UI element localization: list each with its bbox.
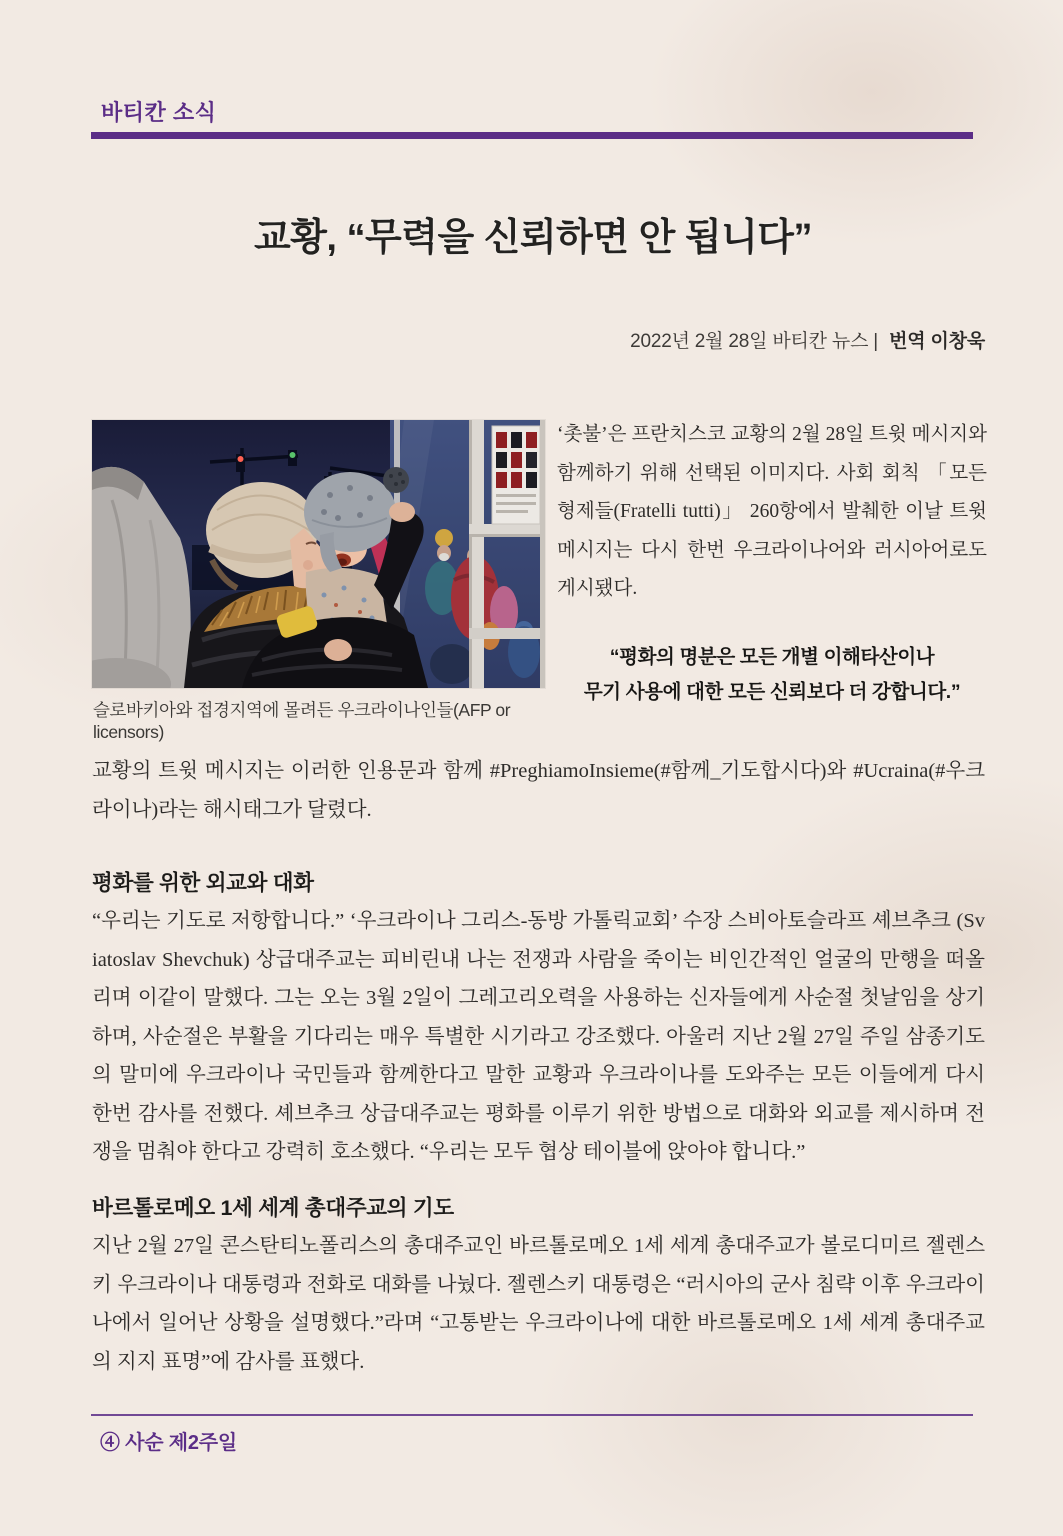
- byline: [92, 326, 985, 353]
- section-body-bartholomew: 지난 2월 27일 콘스탄티노폴리스의 총대주교인 바르톨로메오 1세 세계 총대주교가 볼로디미르 젤렌스키 우크라이나 대통령과 전화로 대화를 나눴다. 젤렌스키 대통령은 “러시아의 군사 침략 이후 우크라이나에서 일어난 상황을 설명했다.”라며 “고통받는 우크라이나에 대한 바르톨로메오 1세 세계 총대주교의 지지 표명”에 감사를 표했다.: [92, 1235, 985, 1373]
- byline-translator: 번역 이창욱: [889, 331, 985, 352]
- section-heading-bartholomew: 바르톨로메오 1세 세계 총대주교의 기도: [92, 1196, 454, 1220]
- footer-rule: [91, 1414, 973, 1416]
- refugees-photo-illustration: [92, 420, 545, 688]
- section-kicker: 바티칸 소식: [101, 100, 217, 125]
- section-body-diplomacy: “우리는 기도로 저항합니다.” ‘우크라이나 그리스-동방 가톨릭교회’ 수장 스비아토슬라프 셰브추크 (Sviatoslav Shevchuk) 상급대주교는 피비린내 나는 전쟁과 사람을 죽이는 비인간적인 얼굴의 만행을 떠올리며 이같이 말했다. 그는 오는 3월 2일이 그레고리오력을 사용하는 신자들에게 사순절 첫날임을 상기하며, 사순절은 부활을 기다리는 매우 특별한 시기라고 강조했다. 아울러 지난 2월 27일 주일 삼종기도의 말미에 우크라이나 국민들과 함께한다고 말한 교황과 우크라이나를 도와주는 모든 이들에게 다시 한번 감사를 전했다. 셰브추크 상급대주교는 평화를 이루기 위한 방법으로 대화와 외교를 제시하며 전쟁을 멈춰야 한다고 강력히 호소했다. “우리는 모두 협상 테이블에 앉아야 합니다.”: [92, 910, 985, 1163]
- intro-paragraph: ‘촛불’은 프란치스코 교황의 2월 28일 트윗 메시지와 함께하기 위해 선택된 이미지다. 사회 회칙 「모든 형제들(Fratelli tutti)」 260항에서 발췌한 이날 트윗 메시지는 다시 한번 우크라이나어와 러시아어로도 게시됐다.: [557, 424, 987, 599]
- photo-caption: 슬로바키아와 접경지역에 몰려든 우크라이나인들(AFP or licensors): [93, 700, 511, 742]
- article-photo: [92, 420, 545, 688]
- section-heading-diplomacy: 평화를 위한 외교와 대화: [92, 871, 314, 895]
- article-title: 교황, “무력을 신뢰하면 안 됩니다”: [254, 217, 812, 259]
- pull-quote-line2: 무기 사용에 대한 모든 신뢰보다 더 강합니다.”: [583, 681, 961, 703]
- pull-quote-line1: “평화의 명분은 모든 개별 이해타산이나: [609, 646, 935, 668]
- byline-date-source: 2022년 2월 28일 바티칸 뉴스 |: [630, 331, 879, 352]
- kicker-rule: [91, 132, 973, 139]
- hashtag-paragraph: 교황의 트윗 메시지는 이러한 인용문과 함께 #PreghiamoInsieme(#함께_기도합시다)와 #Ucraina(#우크라이나)라는 해시태그가 달렸다.: [92, 760, 985, 821]
- pull-quote: [552, 640, 992, 710]
- page-footer: ④ 사순 제2주일: [100, 1432, 238, 1454]
